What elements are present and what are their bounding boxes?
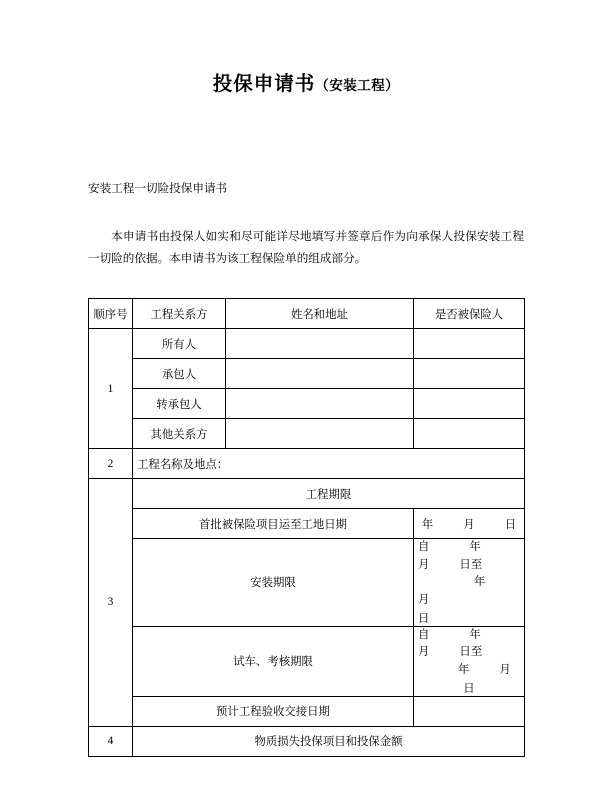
test-year1: 年	[469, 628, 481, 641]
table-row	[89, 696, 525, 726]
intro-paragraph-text: 本申请书由投保人如实和尽可能详尽地填写并签章后作为向承保人投保安装工程一切险的依据。本申请书为该工程保险单的组成部分。	[88, 230, 524, 266]
row2-index: 2	[89, 449, 133, 479]
table-row	[89, 449, 525, 479]
row1-index: 1	[89, 329, 133, 449]
row3-test-period-label: 试车、考核期限	[133, 626, 414, 696]
row4-index: 4	[89, 726, 133, 756]
test-year2: 年	[458, 664, 470, 677]
header-party: 工程关系方	[133, 299, 226, 329]
row1-party-other: 其他关系方	[133, 419, 226, 449]
test-month2: 月	[499, 664, 511, 677]
table-row	[89, 726, 525, 756]
install-day1: 日	[459, 558, 471, 571]
subtitle-line: 安装工程一切险投保申请书	[88, 182, 228, 195]
install-year2: 年	[474, 576, 486, 589]
row3-test-period-value[interactable]	[414, 626, 525, 696]
row3-first-shipment-date[interactable]	[414, 509, 525, 539]
table-row	[89, 626, 525, 696]
row3-first-shipment-label: 首批被保险项目运至工地日期	[133, 509, 414, 539]
table-row	[89, 509, 525, 539]
table-row	[89, 359, 525, 389]
row1-subcontractor-is-insured[interactable]	[414, 389, 525, 419]
row1-owner-is-insured[interactable]	[414, 329, 525, 359]
first-shipment-month: 月	[463, 518, 475, 531]
table-row	[89, 389, 525, 419]
insurance-application-table	[88, 298, 525, 757]
test-to: 至	[470, 646, 483, 659]
row1-other-name-address[interactable]	[226, 419, 414, 449]
test-from: 自	[418, 628, 430, 641]
row3-section-title: 工程期限	[133, 479, 525, 509]
header-index: 顺序号	[89, 299, 133, 329]
row1-owner-name-address[interactable]	[226, 329, 414, 359]
intro-paragraph	[88, 226, 524, 270]
table-row	[89, 419, 525, 449]
title-subtitle: （安装工程）	[315, 78, 400, 93]
header-name-address: 姓名和地址	[226, 299, 414, 329]
row3-install-period-value[interactable]	[414, 539, 525, 627]
row3-index: 3	[89, 479, 133, 727]
row1-party-owner: 所有人	[133, 329, 226, 359]
row2-project-name-location[interactable]: 工程名称及地点：	[133, 449, 525, 479]
table-row	[89, 479, 525, 509]
first-shipment-year: 年	[421, 518, 434, 531]
row1-contractor-is-insured[interactable]	[414, 359, 525, 389]
install-to: 至	[470, 558, 483, 571]
row4-material-loss-label: 物质损失投保项目和投保金额	[133, 726, 525, 756]
test-day1: 日	[459, 646, 471, 659]
row1-subcontractor-name-address[interactable]	[226, 389, 414, 419]
first-shipment-day: 日	[504, 518, 517, 531]
install-day2: 日	[418, 612, 430, 625]
install-from: 自	[418, 541, 430, 553]
test-month1: 月	[418, 646, 430, 659]
table-row	[89, 329, 525, 359]
row1-party-contractor: 承包人	[133, 359, 226, 389]
row3-install-period-label: 安装期限	[133, 539, 414, 627]
table-header-row	[89, 299, 525, 329]
page-title	[0, 68, 612, 96]
row1-other-is-insured[interactable]	[414, 419, 525, 449]
row3-handover-value[interactable]	[414, 696, 525, 726]
install-year1: 年	[469, 541, 481, 553]
row1-party-subcontractor: 转承包人	[133, 389, 226, 419]
table-row	[89, 539, 525, 627]
header-is-insured: 是否被保险人	[414, 299, 525, 329]
row3-handover-label: 预计工程验收交接日期	[133, 696, 414, 726]
install-month1: 月	[418, 558, 430, 571]
test-day2: 日	[463, 682, 475, 695]
install-month2: 月	[418, 594, 430, 607]
row1-contractor-name-address[interactable]	[226, 359, 414, 389]
title-main: 投保申请书	[212, 74, 316, 95]
